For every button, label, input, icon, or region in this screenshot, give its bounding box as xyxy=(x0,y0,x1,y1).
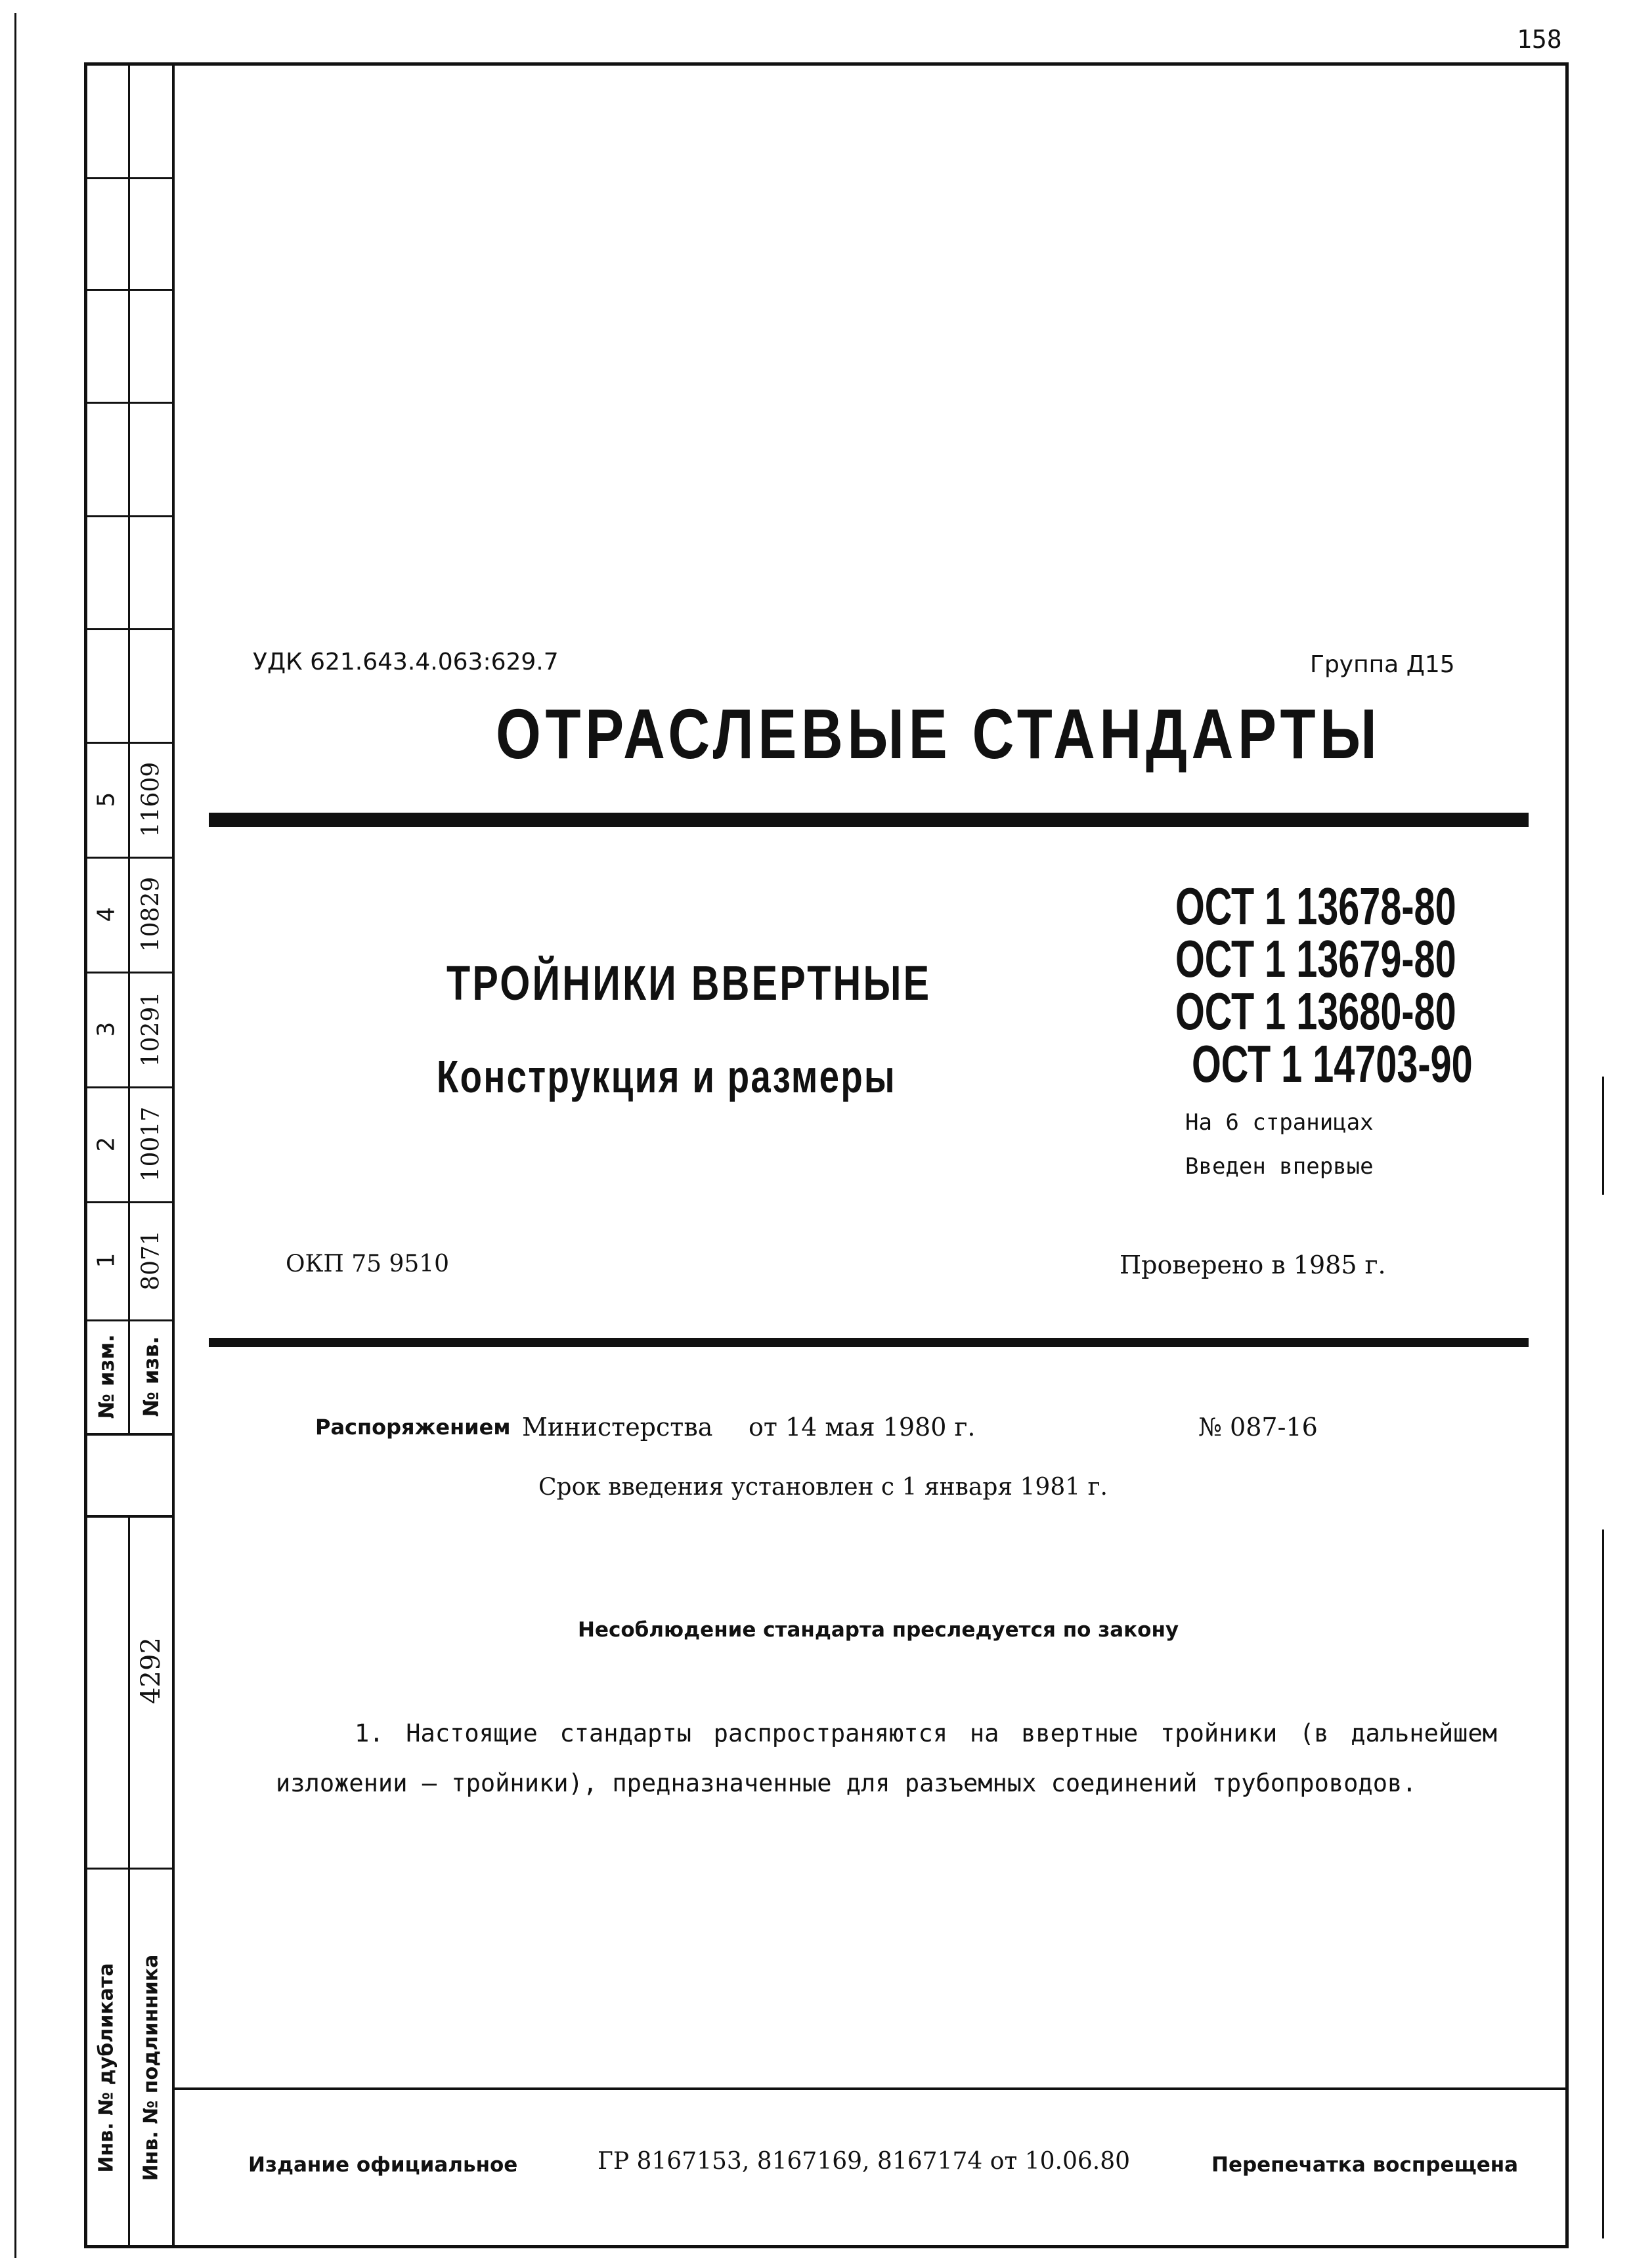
block-rule xyxy=(209,1338,1529,1347)
revision-number-4: 4 xyxy=(93,907,120,922)
stamp-gap-top xyxy=(84,1433,175,1436)
column-label-notice: № изв. xyxy=(139,1336,163,1417)
introduced-note: Введен впервые xyxy=(1185,1153,1374,1180)
frame-right xyxy=(1565,62,1569,2248)
notice-number-10291: 10291 xyxy=(137,991,165,1067)
order-ministry: Министерства xyxy=(522,1413,713,1442)
stamp-row-line xyxy=(84,1319,175,1321)
frame-bottom xyxy=(84,2245,1568,2248)
udk-code: УДК 621.643.4.063:629.7 xyxy=(253,649,559,675)
frame-column-divider xyxy=(128,62,130,1434)
right-edge-mark-2 xyxy=(1602,1530,1604,2238)
stamp-row-line xyxy=(84,289,175,291)
stamp-row-line xyxy=(84,177,175,179)
stamp-row-line xyxy=(84,742,175,744)
right-edge-mark-1 xyxy=(1602,1077,1604,1195)
label-inventory-duplicate: Инв. № дубликата xyxy=(95,1963,118,2173)
stamp-row-line xyxy=(84,515,175,517)
order-number: № 087-16 xyxy=(1198,1413,1318,1442)
effective-date: Срок введения установлен с 1 января 1981 г. xyxy=(538,1474,1108,1501)
standard-name: ТРОЙНИКИ ВВЕРТНЫЕ xyxy=(446,956,932,1010)
order-label: Распоряжением xyxy=(315,1415,511,1440)
stamp-row-line xyxy=(84,857,175,859)
legal-notice: Несоблюдение стандарта преследуется по закону xyxy=(578,1618,1179,1642)
order-date: от 14 мая 1980 г. xyxy=(749,1413,976,1442)
body-paragraph: 1. Настоящие стандарты распространяются на ввертные тройники (в дальнейшем изложении – тройники), предназначенные для разъемных соединений трубопроводов. xyxy=(276,1719,1497,1797)
stamp-row-line xyxy=(84,1201,175,1203)
group-code: Группа Д15 xyxy=(1310,651,1455,678)
notice-number-8071: 8071 xyxy=(137,1230,165,1291)
stamp-row-line xyxy=(84,972,175,974)
scan-edge-line xyxy=(14,13,16,2258)
footer-edition: Издание официальное xyxy=(248,2153,518,2177)
title-rule xyxy=(209,813,1529,827)
inventory-original-number: 4292 xyxy=(136,1637,166,1704)
footer-separator xyxy=(172,2087,1568,2090)
stamp-row-line xyxy=(84,628,175,630)
stamp-lower-divider xyxy=(84,1868,175,1870)
stamp-row-line xyxy=(84,1086,175,1088)
column-label-revision: № изм. xyxy=(94,1334,119,1419)
notice-number-10017: 10017 xyxy=(137,1106,165,1182)
stamp-gap-bottom xyxy=(84,1515,175,1518)
revision-number-2: 2 xyxy=(93,1136,120,1152)
frame-left xyxy=(84,62,87,2248)
revision-number-1: 1 xyxy=(93,1252,120,1268)
standard-subtitle: Конструкция и размеры xyxy=(437,1051,897,1102)
page-number: 158 xyxy=(1517,25,1562,54)
standard-code-4: ОСТ 1 14703-90 xyxy=(1192,1035,1473,1093)
notice-number-10829: 10829 xyxy=(137,876,165,952)
page-count: На 6 страницах xyxy=(1185,1109,1374,1136)
document-title: ОТРАСЛЕВЫЕ СТАНДАРТЫ xyxy=(496,694,1382,773)
standard-code-3: ОСТ 1 13680-80 xyxy=(1175,982,1456,1040)
notice-number-11609: 11609 xyxy=(137,761,165,838)
footer-reprint: Перепечатка воспрещена xyxy=(1211,2153,1519,2177)
stamp-row-line xyxy=(84,402,175,404)
label-inventory-original: Инв. № подлинника xyxy=(139,1954,163,2181)
standard-code-2: ОСТ 1 13679-80 xyxy=(1175,930,1456,988)
frame-column-divider-lower xyxy=(128,1516,130,2248)
revision-number-3: 3 xyxy=(93,1021,120,1037)
okp-code: ОКП 75 9510 xyxy=(286,1251,450,1277)
frame-inner-left xyxy=(172,62,175,2248)
standard-code-1: ОСТ 1 13678-80 xyxy=(1175,877,1456,935)
frame-top xyxy=(84,62,1568,66)
footer-registration: ГР 8167153, 8167169, 8167174 от 10.06.80 xyxy=(598,2148,1131,2175)
revision-number-5: 5 xyxy=(93,792,120,807)
checked-year: Проверено в 1985 г. xyxy=(1120,1251,1386,1279)
